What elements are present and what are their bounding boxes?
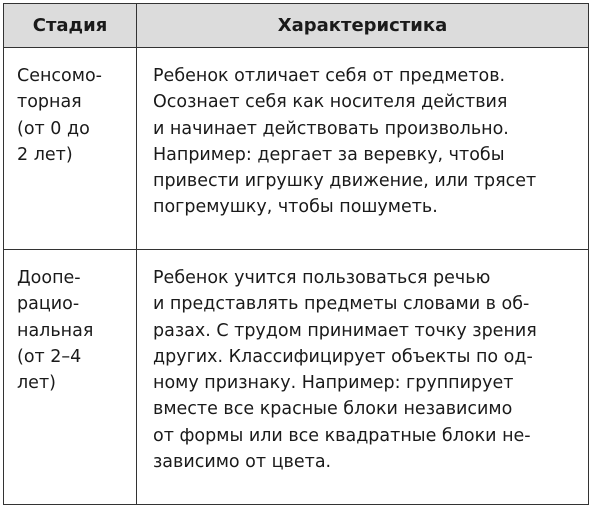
stage-text-line: лет) <box>17 373 56 394</box>
stage-text-line: торная <box>17 92 82 113</box>
description-cell-preoperational <box>153 265 537 475</box>
stage-text-line: Доопе- <box>17 268 81 288</box>
row-divider <box>4 249 588 250</box>
description-text-line: и начинает действовать произвольно. <box>153 118 509 139</box>
stage-text-line: нальная <box>17 320 94 341</box>
stage-text-line: рацио- <box>17 294 80 315</box>
description-text-line: от формы или все квадратные блоки не- <box>153 425 531 446</box>
stage-text-line: (от 0 до <box>17 118 90 139</box>
description-text-line: других. Классифицирует объекты по од- <box>153 346 533 367</box>
stage-cell-preoperational <box>17 265 93 396</box>
description-text-line: разах. С трудом принимает точку зрения <box>153 320 537 341</box>
description-text-line: Ребенок отличает себя от предметов. <box>153 66 506 86</box>
column-divider <box>136 4 137 504</box>
header-characteristic: Характеристика <box>277 15 448 36</box>
description-text-line: Например: дергает за веревку, чтобы <box>153 144 505 165</box>
description-text-line: ному признаку. Например: группирует <box>153 373 514 394</box>
stage-text-line: 2 лет) <box>17 144 73 165</box>
description-text-line: зависимо от цвета. <box>153 452 332 473</box>
description-cell-sensorimotor <box>153 63 536 221</box>
stages-table <box>3 3 589 505</box>
stage-cell-sensorimotor <box>17 63 102 168</box>
header-stage: Стадия <box>32 15 108 36</box>
description-text-line: Осознает себя как носителя действия <box>153 92 508 113</box>
description-text-line: вместе все красные блоки независимо <box>153 399 513 420</box>
stage-text-line: (от 2–4 <box>17 346 82 367</box>
description-text-line: Ребенок учится пользоваться речью <box>153 268 491 288</box>
stage-text-line: Сенсомо- <box>17 66 102 86</box>
description-text-line: и представлять предметы словами в об- <box>153 294 530 315</box>
description-text-line: привести игрушку движение, или трясет <box>153 171 537 192</box>
description-text-line: погремушку, чтобы пошуметь. <box>153 197 438 218</box>
